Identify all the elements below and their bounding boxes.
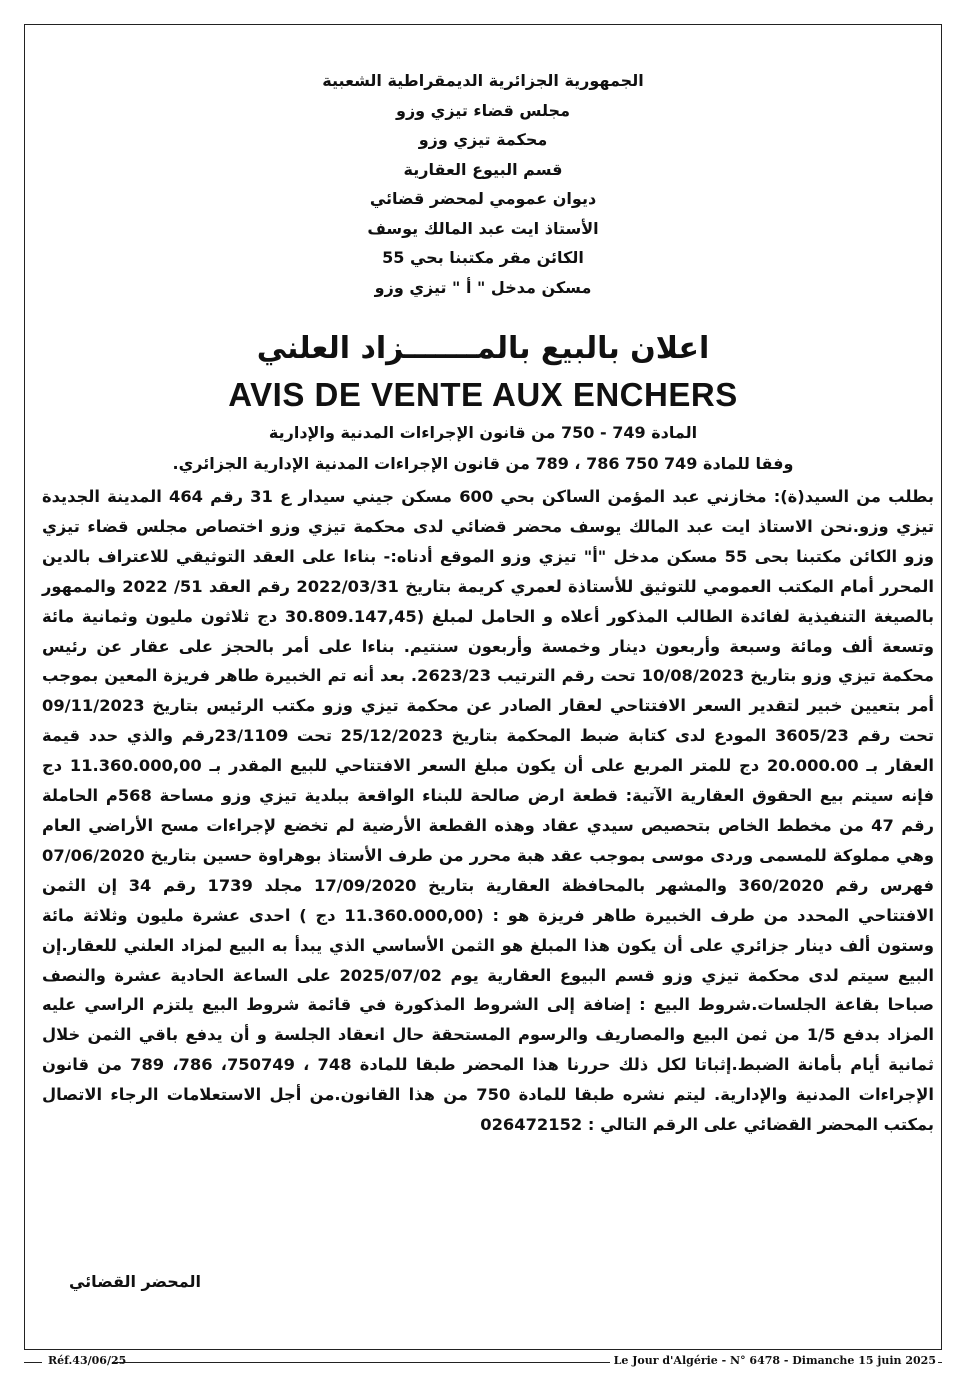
- footer-publication: Le Jour d'Algérie - N° 6478 - Dimanche 15 juin 2025: [613, 1354, 936, 1367]
- header-line-council: مجلس قضاء تيزي وزو: [396, 100, 570, 120]
- footer-reference: Réf.43/06/25: [48, 1354, 127, 1367]
- footer-rule-middle: [112, 1362, 610, 1363]
- legal-basis-line: وفقا للمادة 749 750 786 ، 789 من قانون الإجراءات المدنية الإدارية الجزائري.: [172, 454, 794, 473]
- header-line-address-2: مسكن مدخل " أ " تيزي وزو: [374, 277, 592, 297]
- notice-title-arabic: اعلان بالبيع بالمـــــــزاد العلني: [256, 331, 710, 366]
- notice-body-text: بطلب من السيد(ة): مخازني عبد المؤمن الساكن بحي 600 مسكن جيني سيدار ع 31 رقم 464 المدينة الجديدة تيزي وزو.نحن الاستاذ ايت عبد المالك يوسف محضر قضائي لدى محكمة تيزي وزو اختصاص مجلس قضاء تيزي وزو الكائن مكتبنا بحى 55 مسكن مدخل "أ" تيزي وزو الموقع أدناه:- بناءا على العقد التوثيقي للاعتراف بالدين المحرر أمام المكتب العمومي للتوثيق للأستاذة لعمري كريمة بتاريخ 2022/03/31 رقم العقد 51/ 2022 والممهور بالصيغة التنفيذية لفائدة الطالب المذكور أعلاه و الحامل لمبلغ (30.809.147,45 دج ثلاثون مليون وثمانية مائة وتسعة ألف ومائة وسبعة وأربعون دينار وخمسة وأربعون سنتيم. بناءا على أمر بالحجز على عقار عن رئيس محكمة تيزي وزو بتاريخ 10/08/2023 تحت رقم الترتيب 2623/23. بعد أنه تم الخبيرة طاهر فريزة المعين بموجب أمر بتعيين خبير لتقدير السعر الافتتاحي لعقار الصادر عن محكمة تيزي وزو مكتب الرئيس بتاريخ 09/11/2023 تحت رقم 3605/23 المودع لدى كتابة ضبط المحكمة بتاريخ 25/12/2023 تحت 23/1109رقم والذي حدد قيمة العقار بـ 20.000.00 دج للمتر المربع على أن يكون مبلغ السعر الافتتاحي للبيع المقدر بـ 11.360.000,00 دج فإنه سيتم بيع الحقوق العقارية الآتية: قطعة ارض صالحة للبناء الواقعة ببلدية تيزي وزو مساحة 568م الحاملة رقم 47 من مخطط الخاص بتحصيص سيدي عقاد وهذه القطعة الأرضية لم تخضع لإجراءات مسح الأراضي العام وهي مملوكة للمسمى وردى موسى بموجب عقد هبة محرر من طرف الأستاذ بوهراوة حسين بتاريخ 07/06/2020 فهرس رقم 360/2020 والمشهر بالمحافظة العقارية بتاريخ 17/09/2020 مجلد 1739 رقم 34 إن الثمن الافتتاحي المحدد من طرف الخبيرة طاهر فريزة هو : (11.360.000,00 دج ) احدى عشرة مليون وثلاثة مائة وستون ألف دينار جزائري على أن يكون هذا المبلغ هو الثمن الأساسي الذي يبدأ به البيع لمزاد العلني للعقار.إن البيع سيتم لدى محكمة تيزي وزو قسم البيوع العقارية يوم 2025/07/02 على الساعة الحادية عشرة والنصف صباحا بقاعة الجلسات.شروط البيع : إضافة إلى الشروط المذكورة في قائمة شروط البيع يلتزم الراسي عليه المزاد بدفع 1/5 من ثمن البيع والمصاريف والرسوم المستحقة حال انعقاد الجلسة و أن يدفع باقي الثمن خلال ثمانية أيام بأمانة الضبط.إثباتا لكل ذلك حررنا هذا المحضر طبقا للمادة 748 ، 750749، 786، 789 من قانون الإجراءات المدنية والإدارية. ليتم نشره طبقا للمادة 750 من هذا القانون.من أجل الاستعلامات الرجاء الاتصال بمكتب المحضر القضائي على الرقم التالي : 026472152: [42, 487, 935, 1135]
- bailiff-signature: المحضر القضائي: [68, 1272, 201, 1291]
- notice-title-french: AVIS DE VENTE AUX ENCHERS: [228, 376, 738, 413]
- footer-rule-left: [24, 1362, 42, 1363]
- footer-rule-right: [938, 1362, 942, 1363]
- document-header: [0, 66, 966, 302]
- header-line-court: محكمة تيزي وزو: [418, 130, 548, 149]
- header-line-bailiff: الأستاذ ايت عبد المالك يوسف: [367, 218, 599, 238]
- legal-article-line: المادة 749 - 750 من قانون الإجراءات المدنية والإدارية: [268, 423, 698, 442]
- header-line-address-1: الكائن مقر مكتبنا بحي 55: [382, 248, 584, 267]
- header-line-section: قسم البيوع العقارية: [403, 159, 563, 179]
- header-line-office: ديوان عمومي لمحضر قضائي: [369, 189, 597, 208]
- header-line-republic: الجمهورية الجزائرية الديمقراطية الشعبية: [322, 71, 644, 90]
